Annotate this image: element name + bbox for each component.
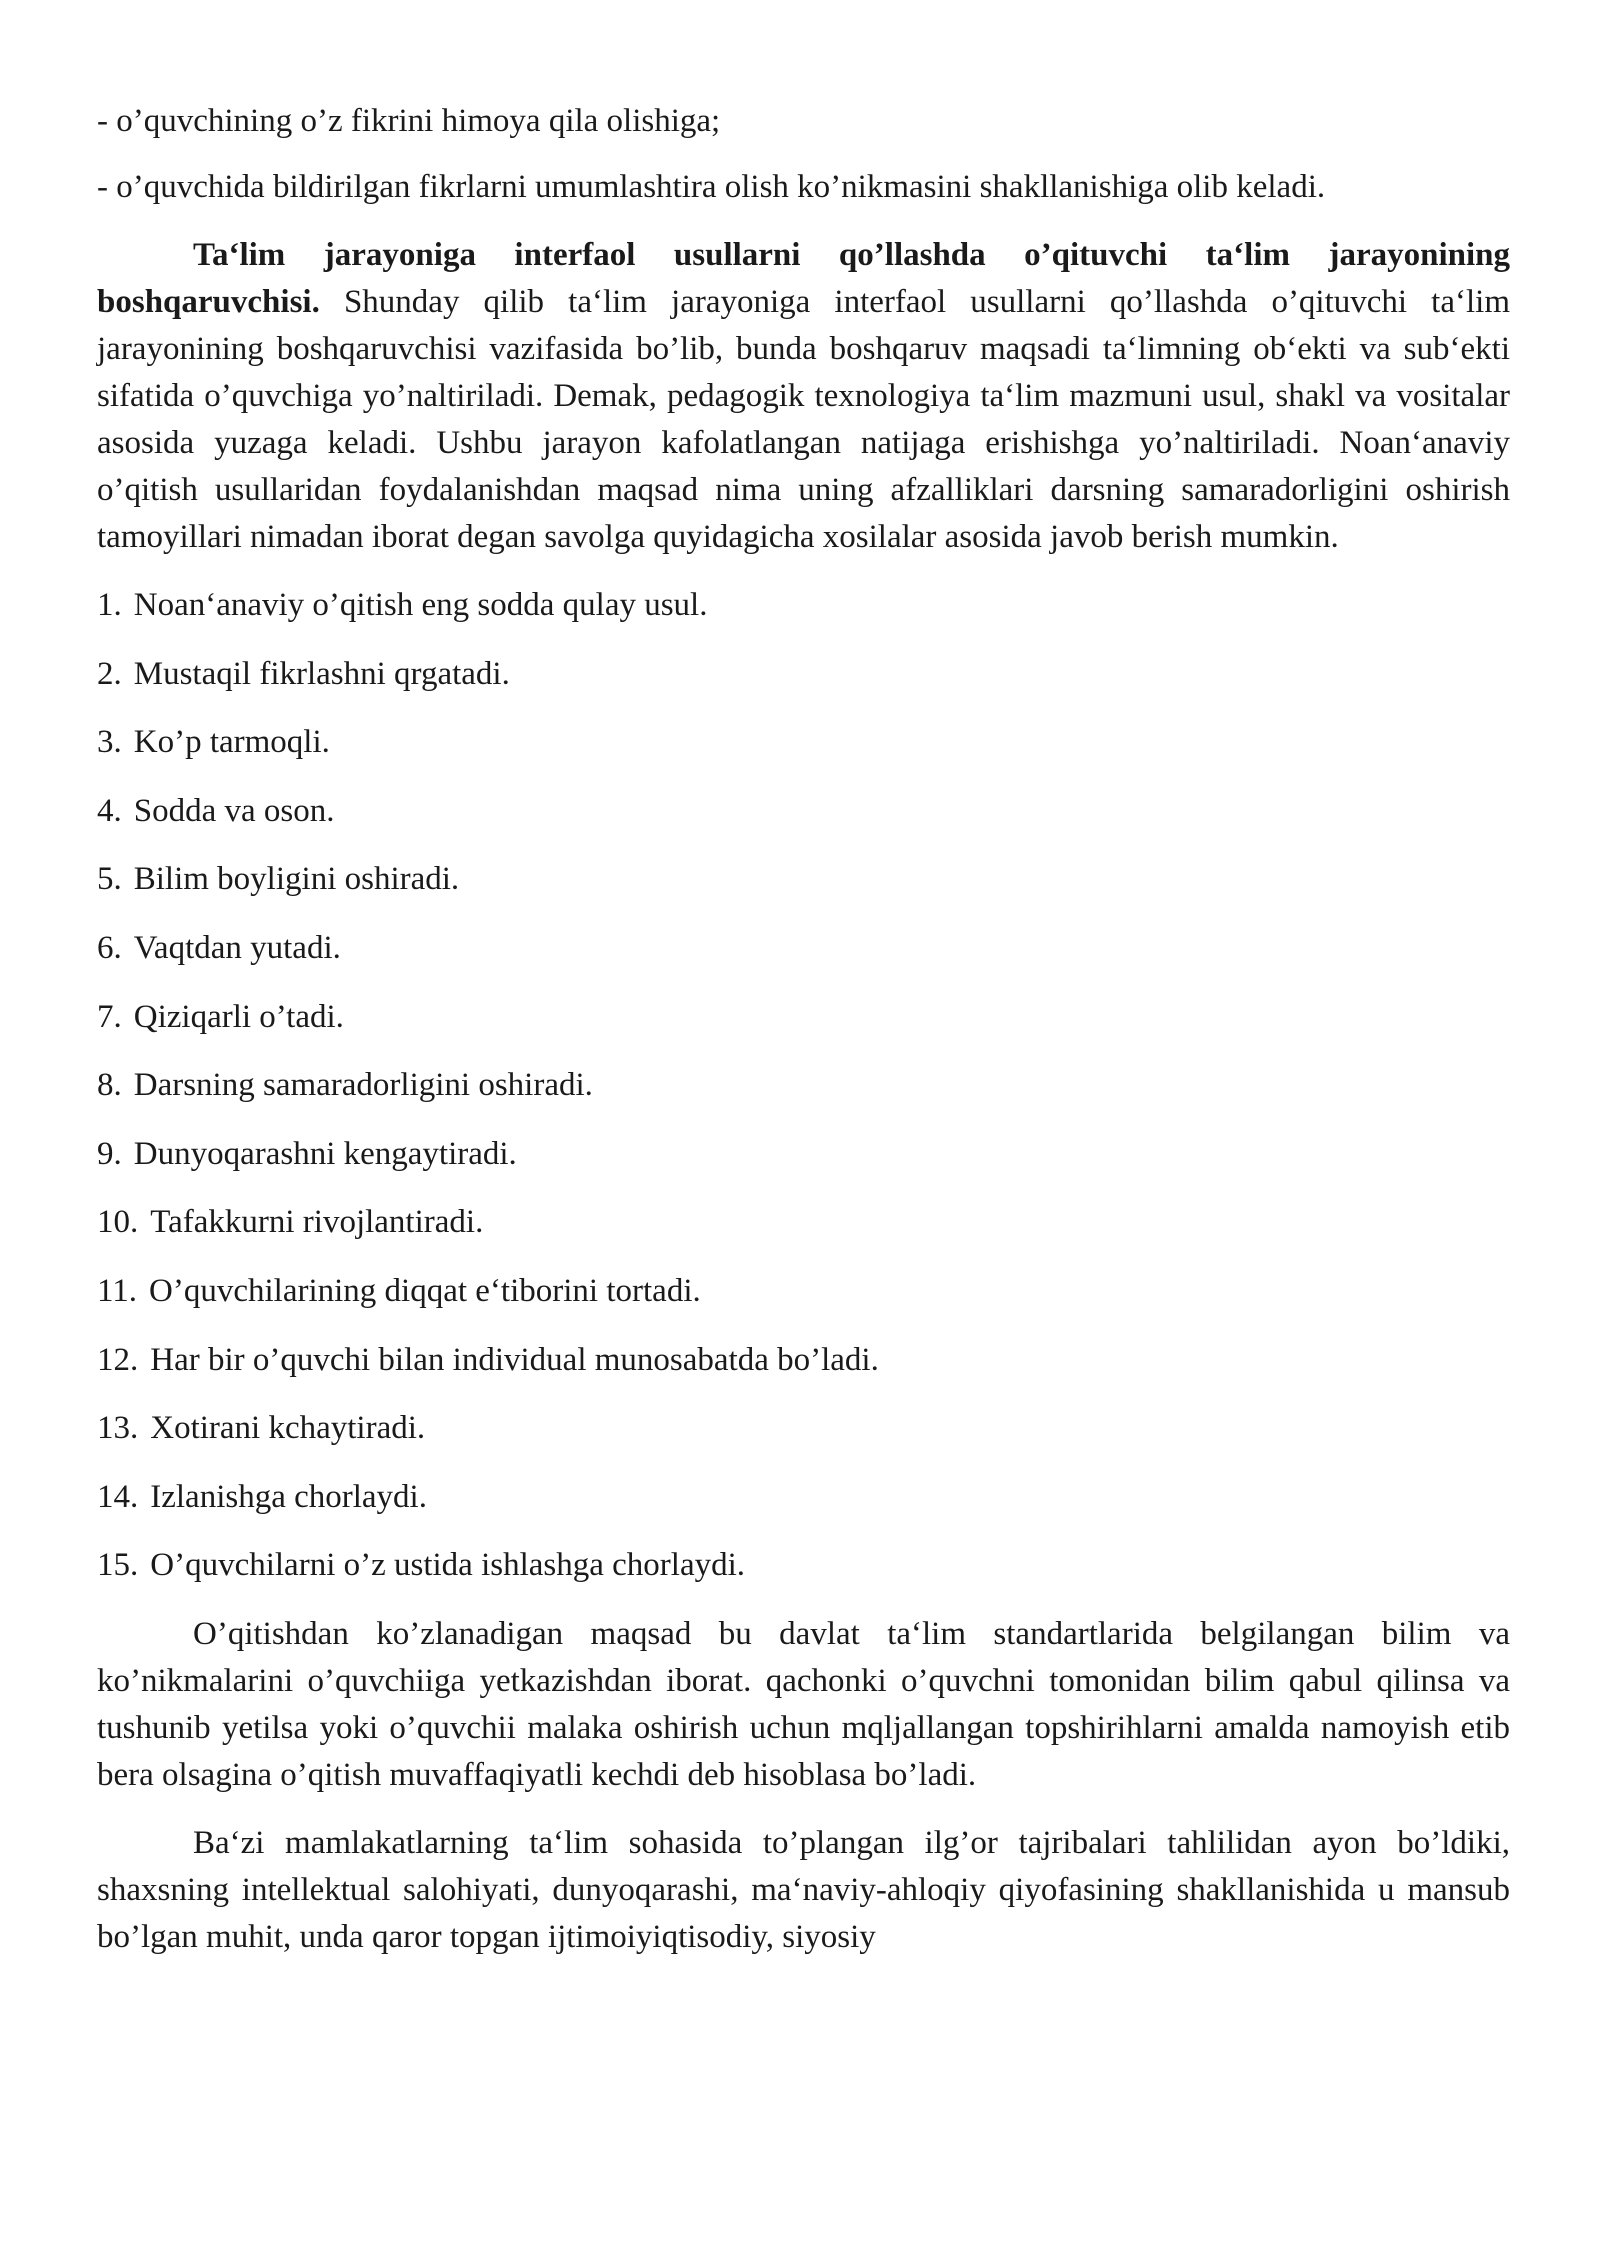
advantages-list — [97, 582, 1510, 1589]
paragraph-interactive-methods — [97, 232, 1510, 561]
list-text: Qiziqarli o’tadi. — [133, 998, 344, 1035]
list-text: Darsning samaradorligini oshiradi. — [133, 1067, 593, 1104]
bullet-line: - o’quvchida bildirilgan fikrlarni umumlashtira olish ko’nikmasini shakllanishiga olib keladi. — [97, 169, 1326, 205]
list-number: 11. — [97, 1272, 138, 1309]
list-item — [97, 1199, 1510, 1246]
list-number: 6. — [97, 929, 122, 966]
list-number: 5. — [97, 861, 122, 898]
list-item — [97, 994, 1510, 1041]
list-item — [97, 925, 1510, 972]
list-text: Ko’p tarmoqli. — [133, 724, 330, 761]
list-text: Tafakkurni rivojlantiradi. — [150, 1204, 484, 1241]
list-number: 4. — [97, 792, 122, 829]
list-item — [97, 651, 1510, 698]
list-number: 3. — [97, 724, 122, 761]
list-number: 13. — [97, 1410, 139, 1447]
list-number: 15. — [97, 1547, 139, 1584]
list-item — [97, 582, 1510, 629]
list-item — [97, 1268, 1510, 1315]
list-text: Har bir o’quvchi bilan individual munosabatda bo’ladi. — [150, 1341, 879, 1378]
list-text: Izlanishga chorlaydi. — [150, 1478, 427, 1515]
list-text: Bilim boyligini oshiradi. — [133, 861, 460, 898]
paragraph-teaching-goal: O’qitishdan ko’zlanadigan maqsad bu davlat ta‘lim standartlarida belgilangan bilim va ko’nikmalarini o’quvchiiga yetkazishdan iborat. qachonki o’quvchni tomonidan bilim qabul qilinsa va tushunib yetilsa yoki o’quvchii malaka oshirish uchun mqljallangan topshirihlarni amalda namoyish etib bera olsagina o’qitish muvaffaqiyatli kechdi deb hisoblasa bo’ladi. — [97, 1615, 1510, 1793]
list-item — [97, 1474, 1510, 1521]
bullet-line: - o’quvchining o’z fikrini himoya qila olishiga; — [97, 103, 721, 139]
list-text: Vaqtdan yutadi. — [133, 929, 341, 966]
list-item — [97, 856, 1510, 903]
list-number: 10. — [97, 1204, 139, 1241]
list-number: 12. — [97, 1341, 139, 1378]
list-text: O’quvchilarining diqqat e‘tiborini tortadi. — [149, 1272, 701, 1309]
list-item — [97, 719, 1510, 766]
list-text: O’quvchilarni o’z ustida ishlashga chorlaydi. — [150, 1547, 746, 1584]
list-item — [97, 1405, 1510, 1452]
list-text: Noan‘anaviy o’qitish eng sodda qulay usul. — [133, 587, 708, 623]
list-item — [97, 1131, 1510, 1178]
list-number: 14. — [97, 1478, 139, 1515]
list-text: Mustaqil fikrlashni qrgatadi. — [133, 655, 510, 692]
list-item — [97, 788, 1510, 835]
list-number: 7. — [97, 998, 122, 1035]
list-item — [97, 1062, 1510, 1109]
list-number: 9. — [97, 1135, 122, 1172]
paragraph-heading: Ta‘lim jarayoniga interfaol usullarni qo’llashda o’qituvchi ta‘lim jarayonining boshqaruvchisi. — [97, 237, 1510, 320]
list-text: Xotirani kchaytiradi. — [150, 1410, 426, 1447]
list-item — [97, 1337, 1510, 1384]
list-text: Sodda va oson. — [133, 792, 335, 829]
list-number: 2. — [97, 655, 122, 692]
list-text: Dunyoqarashni kengaytiradi. — [133, 1135, 517, 1172]
paragraph-international-experience: Ba‘zi mamlakatlarning ta‘lim sohasida to’plangan ilg’or tajribalari tahlilidan ayon bo’ldiki, shaxsning intellektual salohiyati, dunyoqarashi, ma‘naviy-ahloqiy qiyofasining shakllanishida u mansub bo’lgan muhit, unda qaror topgan ijtimoiyiqtisodiy, siyosiy — [97, 1824, 1510, 1955]
paragraph-body: Shunday qilib ta‘lim jarayoniga interfaol usullarni qo’llashda o’qituvchi ta‘lim jarayonining boshqaruvchisi vazifasida bo’lib, bunda boshqaruv maqsadi ta‘limning ob‘ekti va sub‘ekti sifatida o’quvchiga yo’naltiriladi. Demak, pedagogik texnologiya ta‘lim mazmuni usul, shakl va vositalar asosida yuzaga keladi. Ushbu jarayon kafolatlangan natijaga erishishga yo’naltiriladi. Noan‘anaviy o’qitish usullaridan foydalanishdan maqsad nima uning afzalliklari darsning samaradorligini oshirish tamoyillari nimadan iborat degan savolga quyidagicha xosilalar asosida javob berish mumkin. — [97, 284, 1510, 555]
document-page — [97, 98, 1510, 1982]
list-number: 1. — [97, 587, 122, 623]
list-item — [97, 1542, 1510, 1589]
list-number: 8. — [97, 1067, 122, 1104]
